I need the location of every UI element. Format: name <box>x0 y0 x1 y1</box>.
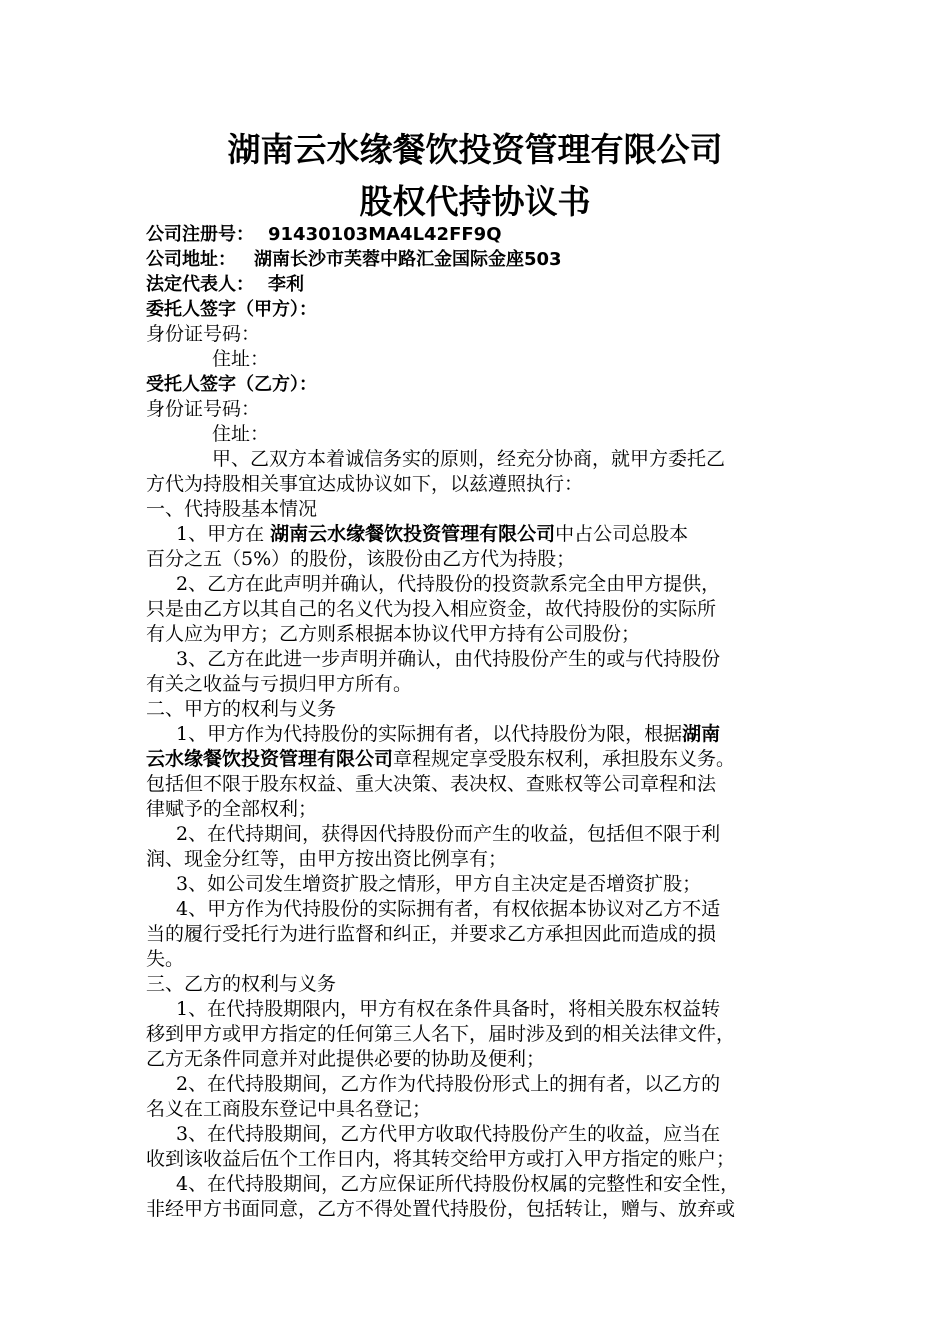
clause-line <box>146 522 811 547</box>
clause-line: 移到甲方或甲方指定的任何第三人名下，届时涉及到的相关法律文件， <box>146 1023 736 1045</box>
clause-line: 4、在代持股期间，乙方应保证所代持股份权属的完整性和安全性， <box>176 1173 740 1195</box>
clause-line: 当的履行受托行为进行监督和纠正，并要求乙方承担因此而造成的损 <box>146 923 717 945</box>
document-title-company: 湖南云水缘餐饮投资管理有限公司 <box>227 130 723 169</box>
party-b-address-label: 住址： <box>212 423 270 445</box>
clause-line: 律赋予的全部权利； <box>146 798 318 820</box>
clause-line: 百分之五（5%）的股份，该股份由乙方代为持股； <box>146 548 576 570</box>
section-heading: 三、乙方的权利与义务 <box>146 973 337 995</box>
intro-line: 甲、乙双方本着诚信务实的原则，经充分协商，就甲方委托乙 <box>212 448 726 470</box>
clause-line: 3、在代持股期间，乙方代甲方收取代持股份产生的收益，应当在 <box>176 1123 721 1145</box>
clause-line: 收到该收益后伍个工作日内，将其转交给甲方或打入甲方指定的账户； <box>146 1148 736 1170</box>
clause-line: 3、如公司发生增资扩股之情形，甲方自主决定是否增资扩股； <box>176 873 702 895</box>
clause-line: 只是由乙方以其自己的名义代为投入相应资金，故代持股份的实际所 <box>146 598 717 620</box>
registration-number-value: 91430103MA4L42FF9Q <box>268 224 502 245</box>
clause-line: 3、乙方在此进一步声明并确认，由代持股份产生的或与代持股份 <box>176 648 721 670</box>
company-address-value: 湖南长沙市芙蓉中路汇金国际金座503 <box>254 249 562 270</box>
company-name-highlight: 湖南 <box>682 723 721 745</box>
party-b-signature-label: 受托人签字（乙方）： <box>146 374 317 395</box>
company-name-highlight: 云水缘餐饮投资管理有限公司 <box>146 748 394 770</box>
document-title-agreement: 股权代持协议书 <box>359 182 591 221</box>
company-address-line <box>146 247 811 272</box>
intro-line: 方代为持股相关事宜达成协议如下，以兹遵照执行： <box>146 473 584 495</box>
party-a-address-label: 住址： <box>212 348 270 370</box>
clause-text: 1、甲方在 <box>176 523 265 545</box>
section-heading: 一、代持股基本情况 <box>146 498 318 520</box>
legal-representative-line <box>146 272 811 297</box>
clause-line <box>146 722 811 747</box>
clause-text: 1、甲方作为代持股份的实际拥有者，以代持股份为限，根据 <box>176 723 683 745</box>
clause-line: 2、在代持期间，获得因代持股份而产生的收益，包括但不限于利 <box>176 823 721 845</box>
clause-line: 润、现金分红等，由甲方按出资比例享有； <box>146 848 508 870</box>
company-address-label: 公司地址： <box>146 249 236 270</box>
clause-line: 有人应为甲方；乙方则系根据本协议代甲方持有公司股份； <box>146 623 641 645</box>
party-a-id-label: 身份证号码： <box>146 323 261 345</box>
clause-line: 1、在代持股期限内，甲方有权在条件具备时，将相关股东权益转 <box>176 998 721 1020</box>
clause-line: 4、甲方作为代持股份的实际拥有者，有权依据本协议对乙方不适 <box>176 898 721 920</box>
party-a-signature-label: 委托人签字（甲方）： <box>146 299 317 320</box>
document-body <box>146 222 811 1222</box>
party-b-id-label: 身份证号码： <box>146 398 261 420</box>
clause-line: 2、在代持股期间，乙方作为代持股份形式上的拥有者，以乙方的 <box>176 1073 721 1095</box>
clause-line: 失。 <box>146 948 185 970</box>
clause-line <box>146 747 811 772</box>
clause-line: 乙方无条件同意并对此提供必要的协助及便利； <box>146 1048 546 1070</box>
section-heading: 二、甲方的权利与义务 <box>146 698 337 720</box>
clause-line: 包括但不限于股东权益、重大决策、表决权、查账权等公司章程和法 <box>146 773 717 795</box>
company-name-highlight: 湖南云水缘餐饮投资管理有限公司 <box>270 523 556 545</box>
legal-representative-value: 李利 <box>268 274 304 295</box>
registration-number-line <box>146 222 811 247</box>
legal-representative-label: 法定代表人： <box>146 274 254 295</box>
clause-line: 2、乙方在此声明并确认，代持股份的投资款系完全由甲方提供， <box>176 573 721 595</box>
clause-line: 名义在工商股东登记中具名登记； <box>146 1098 432 1120</box>
clause-line: 有关之收益与亏损归甲方所有。 <box>146 673 413 695</box>
clause-line: 非经甲方书面同意，乙方不得处置代持股份，包括转让，赠与、放弃或 <box>146 1198 736 1220</box>
registration-number-label: 公司注册号： <box>146 224 254 245</box>
clause-text: 章程规定享受股东权利，承担股东义务。 <box>393 748 736 770</box>
clause-text: 中占公司总股本 <box>555 523 689 545</box>
